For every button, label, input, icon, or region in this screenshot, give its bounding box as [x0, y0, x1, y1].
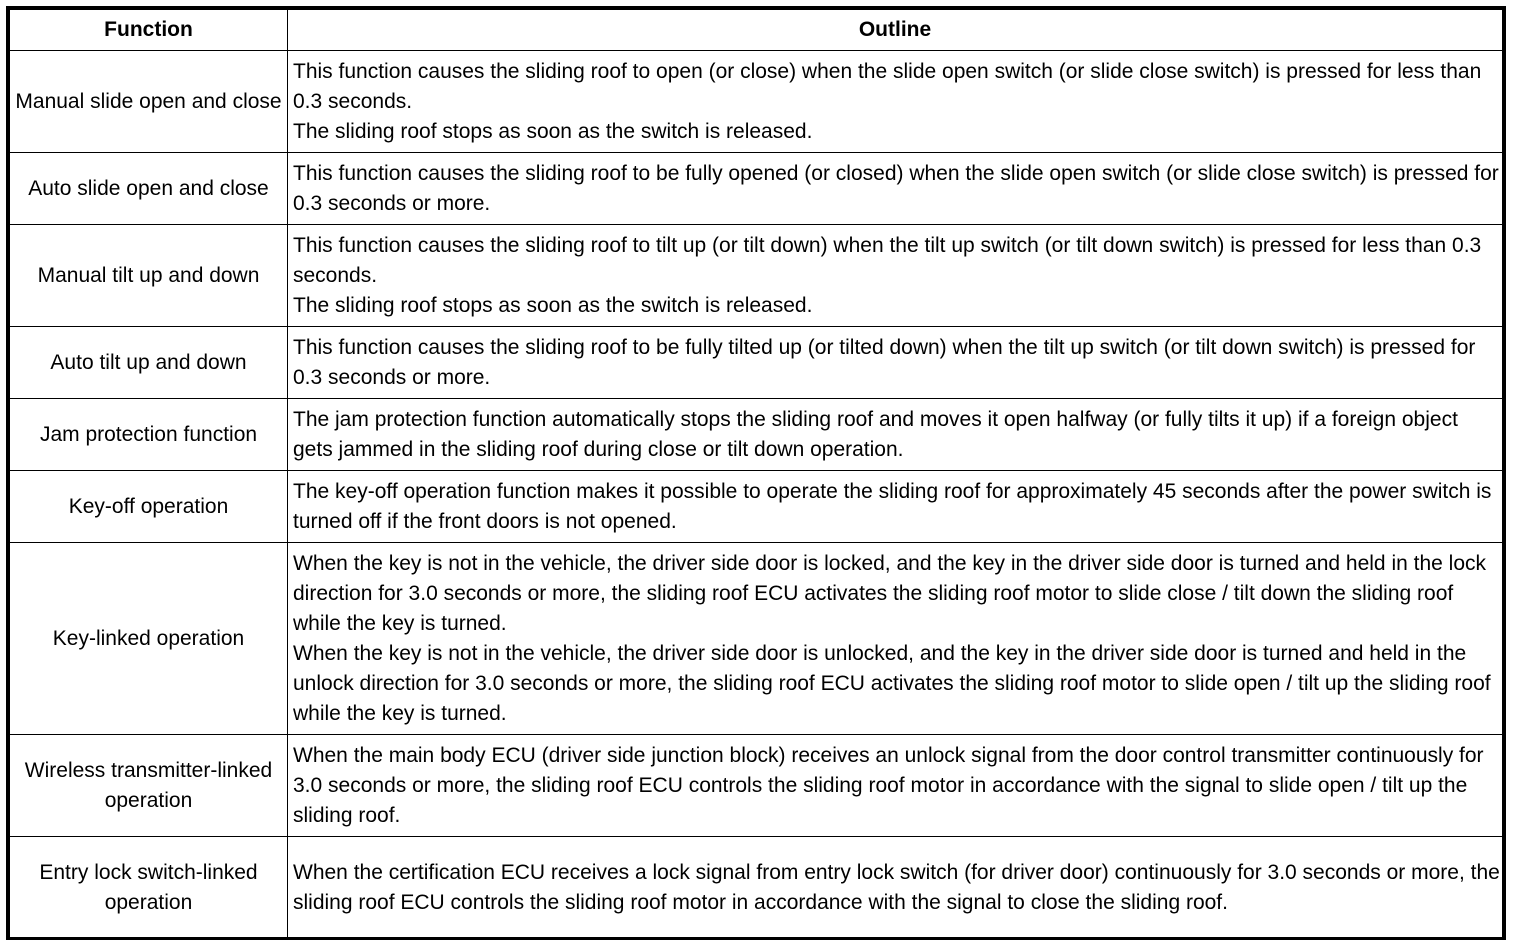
- outline-cell: [288, 399, 1503, 471]
- function-cell: Manual tilt up and down: [10, 225, 288, 327]
- table-row: [10, 51, 1503, 153]
- outline-cell: [288, 51, 1503, 153]
- function-outline-table-frame: [6, 6, 1506, 940]
- function-cell: Jam protection function: [10, 399, 288, 471]
- function-outline-table: [9, 9, 1503, 939]
- table-row: [10, 153, 1503, 225]
- outline-paragraph: The sliding roof stops as soon as the switch is released.: [293, 119, 813, 143]
- function-cell: Auto tilt up and down: [10, 327, 288, 399]
- outline-cell: [288, 153, 1503, 225]
- table-row: [10, 735, 1503, 837]
- outline-paragraph: When the main body ECU (driver side junction block) receives an unlock signal from the door control transmitter continuously for 3.0 seconds or more, the sliding roof ECU controls the sliding roof motor in accordance with the signal to slide open / tilt up the sliding roof.: [293, 743, 1484, 827]
- function-cell: Entry lock switch-linked operation: [10, 837, 288, 939]
- outline-paragraph: When the key is not in the vehicle, the driver side door is unlocked, and the key in the driver side door is turned and held in the unlock direction for 3.0 seconds or more, the sliding roof ECU activates the sliding roof motor to slide open / tilt up the sliding roof while the key is turned.: [293, 641, 1491, 725]
- outline-paragraph: The key-off operation function makes it possible to operate the sliding roof for approximately 45 seconds after the power switch is turned off if the front doors is not opened.: [293, 479, 1492, 533]
- table-row: [10, 471, 1503, 543]
- function-cell: Key-linked operation: [10, 543, 288, 735]
- function-cell: Manual slide open and close: [10, 51, 288, 153]
- table-body: [10, 51, 1503, 939]
- function-cell: Auto slide open and close: [10, 153, 288, 225]
- outline-paragraph: This function causes the sliding roof to open (or close) when the slide open switch (or slide close switch) is pressed for less than 0.3 seconds.: [293, 59, 1482, 113]
- table-row: [10, 327, 1503, 399]
- header-row: [10, 10, 1503, 51]
- outline-cell: [288, 837, 1503, 939]
- function-cell: Wireless transmitter-linked operation: [10, 735, 288, 837]
- outline-paragraph: This function causes the sliding roof to tilt up (or tilt down) when the tilt up switch (or tilt down switch) is pressed for less than 0.3 seconds.: [293, 233, 1482, 287]
- outline-cell: [288, 735, 1503, 837]
- outline-cell: [288, 471, 1503, 543]
- header-function: Function: [10, 10, 288, 51]
- outline-paragraph: The sliding roof stops as soon as the switch is released.: [293, 293, 813, 317]
- outline-paragraph: This function causes the sliding roof to be fully opened (or closed) when the slide open switch (or slide close switch) is pressed for 0.3 seconds or more.: [293, 161, 1499, 215]
- outline-cell: [288, 225, 1503, 327]
- header-outline: Outline: [288, 10, 1503, 51]
- function-cell: Key-off operation: [10, 471, 288, 543]
- outline-paragraph: When the key is not in the vehicle, the driver side door is locked, and the key in the driver side door is turned and held in the lock direction for 3.0 seconds or more, the sliding roof ECU activates the sliding roof motor to slide close / tilt down the sliding roof while the key is turned.: [293, 551, 1487, 635]
- outline-cell: [288, 543, 1503, 735]
- outline-paragraph: The jam protection function automatically stops the sliding roof and moves it open halfway (or fully tilts it up) if a foreign object gets jammed in the sliding roof during close or tilt down operation.: [293, 407, 1458, 461]
- outline-paragraph: This function causes the sliding roof to be fully tilted up (or tilted down) when the tilt up switch (or tilt down switch) is pressed for 0.3 seconds or more.: [293, 335, 1476, 389]
- outline-cell: [288, 327, 1503, 399]
- table-row: [10, 225, 1503, 327]
- table-row: [10, 399, 1503, 471]
- table-row: [10, 543, 1503, 735]
- outline-paragraph: When the certification ECU receives a lock signal from entry lock switch (for driver door) continuously for 3.0 seconds or more, the sliding roof ECU controls the sliding roof motor in accordance with the signal to close the sliding roof.: [293, 860, 1500, 914]
- table-row: [10, 837, 1503, 939]
